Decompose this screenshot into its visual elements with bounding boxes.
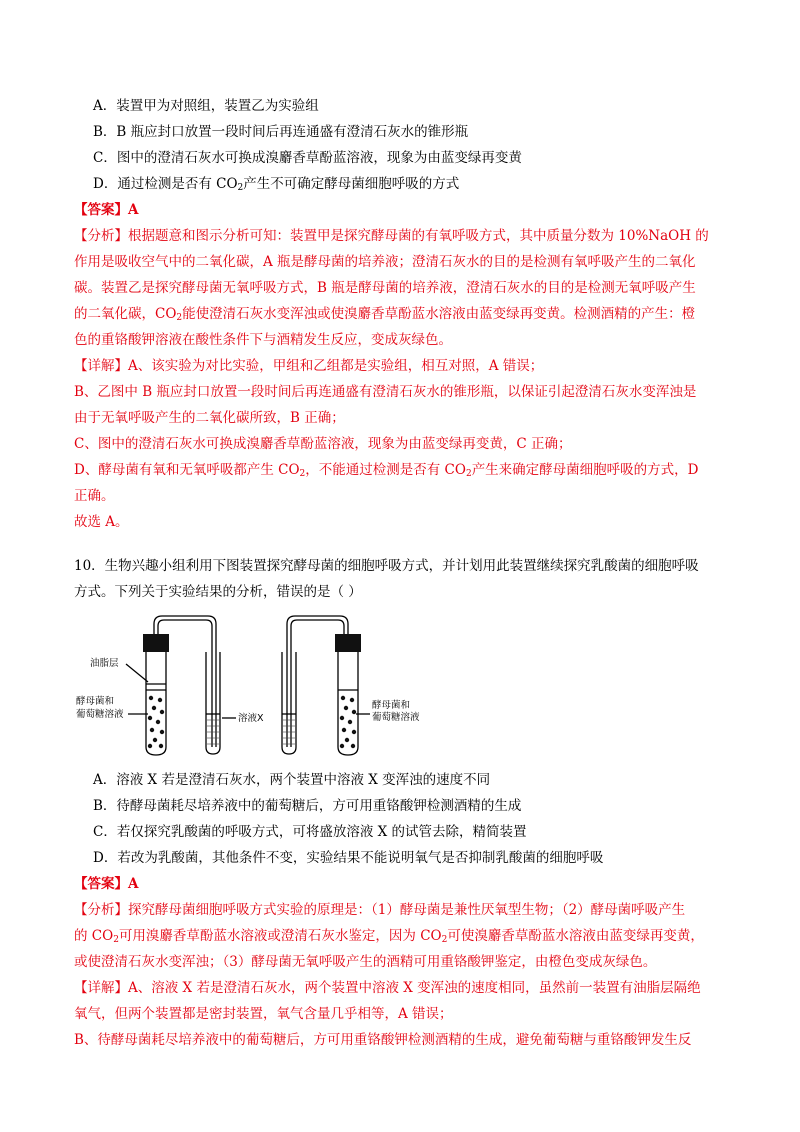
q10-stem-line-2: 方式。下列关于实验结果的分析，错误的是（ ） [74,584,362,600]
right-yeast-dots [340,696,356,748]
label-yeast-right-1: 酵母菌和 [372,700,411,711]
left-solution-tube [206,652,220,754]
q9-option-b: B．B 瓶应封口放置一段时间后再连通盛有澄清石灰水的锥形瓶 [93,124,469,140]
q10-stem-line-1: 10．生物兴趣小组利用下图装置探究酵母菌的细胞呼吸方式，并计划用此装置继续探究乳酸菌的细胞呼吸 [74,558,699,574]
q9-answer: 【答案】A [74,202,139,218]
right-stopper [335,634,361,652]
q9-analysis-line-5: 色的重铬酸钾溶液在酸性条件下与酒精发生反应，变成灰绿色。 [74,332,452,348]
q9-option-a: A．装置甲为对照组，装置乙为实验组 [93,98,319,114]
q9-detail-line-4: C、图中的澄清石灰水可换成溴麝香草酚蓝溶液，现象为由蓝变绿再变黄，C 正确； [74,436,572,452]
q9-option-d: D．通过检测是否有 $CO_2$产生不可确定酵母菌细胞呼吸的方式 [93,176,460,193]
q10-option-d: D．若改为乳酸菌，其他条件不变，实验结果不能说明氧气是否抑制乳酸菌的细胞呼吸 [93,850,604,866]
q9-analysis-line-2: 作用是吸收空气中的二氧化碳，A 瓶是酵母菌的培养液；澄清石灰水的目的是检测有氧呼吸产生的二氧化 [74,254,696,270]
q9-detail-line-5: D、酵母菌有氧和无氧呼吸都产生 $CO_2$，不能通过检测是否有 $CO_2$产生来确定酵母菌细胞呼吸的方式，D [74,462,699,479]
label-yeast-left-2: 葡萄糖溶液 [76,709,124,720]
q9-analysis-line-3: 碳。装置乙是探究酵母菌无氧呼吸方式，B 瓶是酵母菌的培养液，澄清石灰水的目的是检测无氧呼吸产生 [74,280,696,296]
q9-detail-line-3: 由于无氧呼吸产生的二氧化碳所致，B 正确； [74,410,345,426]
apparatus-figure [76,602,456,762]
q10-analysis-line-2: 的 $CO_2$可用溴麝香草酚蓝水溶液或澄清石灰水鉴定，因为 $CO_2$可使溴麝香草酚蓝水溶液由蓝变绿再变黄， [74,928,704,945]
q9-analysis-line-4: 的二氧化碳，$CO_2$能使澄清石灰水变浑浊或使溴麝香草酚蓝水溶液由蓝变绿再变黄。检测酒精的产生：橙 [74,306,696,323]
left-yeast-dots [148,696,164,748]
q9-conclusion: 故选 A。 [74,514,129,530]
right-solution-tube [282,652,296,754]
q9-analysis-line-1: 【分析】根据题意和图示分析可知：装置甲是探究酵母菌的有氧呼吸方式，其中质量分数为 10%NaOH 的 [74,228,709,244]
q10-detail-line-3: B、待酵母菌耗尽培养液中的葡萄糖后，方可用重铬酸钾检测酒精的生成，避免葡萄糖与重铬酸钾发生反 [74,1032,692,1048]
label-oil-layer: 油脂层 [90,658,119,669]
q9-detail-line-2: B、乙图中 B 瓶应封口放置一段时间后再连通盛有澄清石灰水的锥形瓶，以保证引起澄清石灰水变浑浊是 [74,384,697,400]
q10-option-a: A．溶液 X 若是澄清石灰水，两个装置中溶液 X 变浑浊的速度不同 [93,772,491,788]
q10-analysis-line-3: 或使澄清石灰水变浑浊；（3）酵母菌无氧呼吸产生的酒精可用重铬酸钾鉴定，由橙色变成灰绿色。 [74,954,657,970]
label-yeast-left-1: 酵母菌和 [76,696,115,707]
q9-detail-line-6: 正确。 [74,488,115,504]
q10-answer: 【答案】A [74,876,139,892]
label-solution-x: 溶液X [238,713,264,724]
q10-option-b: B．待酵母菌耗尽培养液中的葡萄糖后，方可用重铬酸钾检测酒精的生成 [93,798,522,814]
q9-option-c: C．图中的澄清石灰水可换成溴麝香草酚蓝溶液，现象为由蓝变绿再变黄 [93,150,522,166]
q10-analysis-line-1: 【分析】探究酵母菌细胞呼吸方式实验的原理是：（1）酵母菌是兼性厌氧型生物；（2）酵母菌呼吸产生 [74,902,686,918]
q10-detail-line-1: 【详解】A、溶液 X 若是澄清石灰水，两个装置中溶液 X 变浑浊的速度相同，虽然前一装置有油脂层隔绝 [74,980,701,996]
left-stopper [143,634,169,652]
label-yeast-right-2: 葡萄糖溶液 [372,712,420,723]
q10-option-c: C．若仅探究乳酸菌的呼吸方式，可将盛放溶液 X 的试管去除，精简装置 [93,824,527,840]
q10-detail-line-2: 氧气，但两个装置都是密封装置，氧气含量几乎相等，A 错误； [74,1006,453,1022]
q9-detail-line-1: 【详解】A、该实验为对比实验，甲组和乙组都是实验组，相互对照，A 错误； [74,358,544,374]
